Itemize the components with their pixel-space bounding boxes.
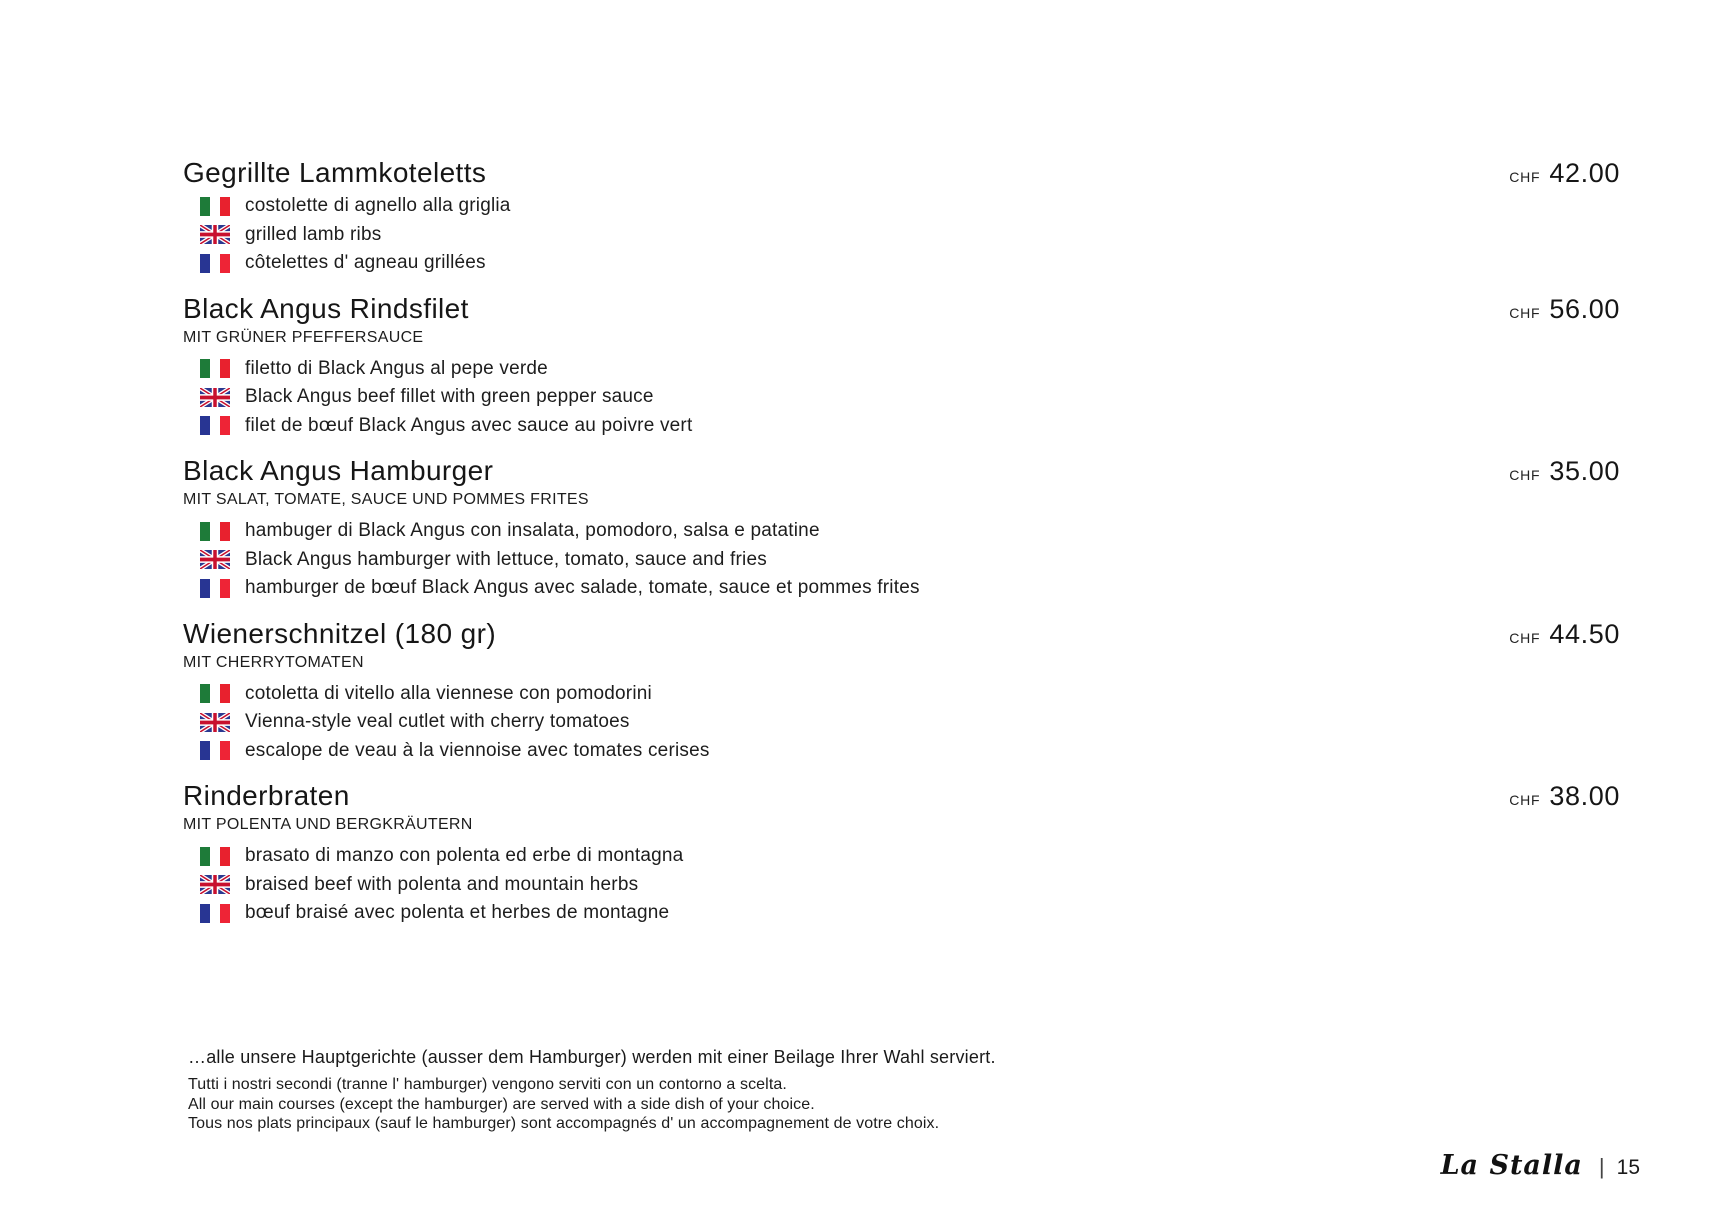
menu-item xyxy=(183,454,1620,603)
uk-flag-icon xyxy=(200,225,230,244)
footer-note-fr: Tous nos plats principaux (sauf le hamburger) sont accompagnés d' un accompagnement de votre choix. xyxy=(188,1115,940,1132)
price-value: 42.00 xyxy=(1549,158,1620,188)
currency-label: CHF xyxy=(1509,792,1541,808)
france-flag-icon xyxy=(200,254,230,273)
footer-note-de: …alle unsere Hauptgerichte (ausser dem Hamburger) werden mit einer Beilage Ihrer Wahl serviert. xyxy=(188,1047,996,1067)
translation-row xyxy=(183,574,1620,603)
translation-row xyxy=(183,708,1620,737)
item-subtitle: MIT CHERRYTOMATEN xyxy=(183,653,364,671)
price-value: 44.50 xyxy=(1549,618,1620,649)
menu-item xyxy=(183,156,1620,278)
price xyxy=(1509,781,1620,812)
italy-flag-icon xyxy=(200,684,230,703)
item-title: Black Angus Hamburger xyxy=(183,455,494,486)
item-header xyxy=(183,292,1620,326)
brand-logo: La Stalla xyxy=(1440,1150,1583,1181)
france-flag-icon xyxy=(200,416,230,435)
translation-row xyxy=(183,871,1620,900)
currency-label: CHF xyxy=(1509,629,1541,646)
translation-row xyxy=(183,517,1620,546)
menu-item xyxy=(183,779,1620,928)
translation-row xyxy=(183,221,1620,250)
translation-row xyxy=(183,842,1620,871)
item-title: Wienerschnitzel (180 gr) xyxy=(183,617,497,649)
translation-text: cotoletta di vitello alla viennese con pomodorini xyxy=(245,682,652,704)
france-flag-icon xyxy=(200,904,230,923)
translation-text: costolette di agnello alla griglia xyxy=(245,195,511,217)
translation-text: escalope de veau à la viennoise avec tomates cerises xyxy=(245,739,710,761)
italy-flag-icon xyxy=(200,197,230,216)
menu-item xyxy=(183,617,1620,766)
item-header xyxy=(183,454,1620,488)
item-title: Gegrillte Lammkoteletts xyxy=(183,157,487,188)
price-value: 38.00 xyxy=(1549,781,1620,811)
translation-text: Vienna-style veal cutlet with cherry tomatoes xyxy=(245,711,630,733)
italy-flag-icon xyxy=(200,359,230,378)
item-subtitle: MIT POLENTA UND BERGKRÄUTERN xyxy=(183,816,473,833)
translation-row xyxy=(183,383,1620,412)
brand-footer xyxy=(1441,1150,1640,1181)
price xyxy=(1509,158,1620,189)
currency-label: CHF xyxy=(1509,169,1541,185)
translation-row xyxy=(183,249,1620,278)
translation-row xyxy=(183,355,1620,384)
translation-text: côtelettes d' agneau grillées xyxy=(245,252,486,274)
translation-row xyxy=(183,192,1620,221)
translation-text: grilled lamb ribs xyxy=(245,223,382,245)
translation-row xyxy=(183,899,1620,928)
price xyxy=(1509,456,1620,487)
uk-flag-icon xyxy=(200,550,230,569)
footer-notes xyxy=(188,1046,1288,1134)
uk-flag-icon xyxy=(200,388,230,407)
item-header xyxy=(183,779,1620,813)
translation-text: hambuger di Black Angus con insalata, pomodoro, salsa e patatine xyxy=(245,520,820,542)
translation-row xyxy=(183,546,1620,575)
item-header xyxy=(183,617,1620,651)
translation-text: filetto di Black Angus al pepe verde xyxy=(245,357,548,379)
italy-flag-icon xyxy=(200,847,230,866)
footer-note-en: All our main courses (except the hamburger) are served with a side dish of your choice. xyxy=(188,1095,815,1113)
price xyxy=(1509,294,1620,325)
currency-label: CHF xyxy=(1509,304,1541,321)
translation-text: Black Angus hamburger with lettuce, tomato, sauce and fries xyxy=(245,548,767,570)
item-header xyxy=(183,156,1620,190)
translation-text: Black Angus beef fillet with green pepper sauce xyxy=(245,386,654,408)
footer-note-it: Tutti i nostri secondi (tranne l' hamburger) vengono serviti con un contorno a scelta. xyxy=(188,1076,787,1093)
translation-text: filet de bœuf Black Angus avec sauce au poivre vert xyxy=(245,414,693,436)
translation-text: bœuf braisé avec polenta et herbes de montagne xyxy=(245,902,670,924)
france-flag-icon xyxy=(200,741,230,760)
translation-row xyxy=(183,680,1620,709)
menu-item xyxy=(183,292,1620,441)
translation-text: braised beef with polenta and mountain herbs xyxy=(245,873,639,895)
france-flag-icon xyxy=(200,579,230,598)
italy-flag-icon xyxy=(200,522,230,541)
item-subtitle: MIT SALAT, TOMATE, SAUCE UND POMMES FRITES xyxy=(183,491,589,508)
uk-flag-icon xyxy=(200,713,230,732)
translation-row xyxy=(183,412,1620,441)
item-title: Black Angus Rindsfilet xyxy=(183,292,469,324)
menu-page xyxy=(183,156,1620,942)
item-title: Rinderbraten xyxy=(183,780,350,811)
translation-row xyxy=(183,737,1620,766)
uk-flag-icon xyxy=(200,875,230,894)
item-subtitle: MIT GRÜNER PFEFFERSAUCE xyxy=(183,328,424,346)
separator: | xyxy=(1598,1154,1605,1179)
translation-text: hamburger de bœuf Black Angus avec salade, tomate, sauce et pommes frites xyxy=(245,577,920,599)
page-number: 15 xyxy=(1616,1156,1640,1179)
price-value: 56.00 xyxy=(1549,293,1620,324)
translation-text: brasato di manzo con polenta ed erbe di montagna xyxy=(245,845,684,867)
price-value: 35.00 xyxy=(1549,456,1620,486)
currency-label: CHF xyxy=(1509,467,1541,483)
price xyxy=(1509,619,1620,650)
